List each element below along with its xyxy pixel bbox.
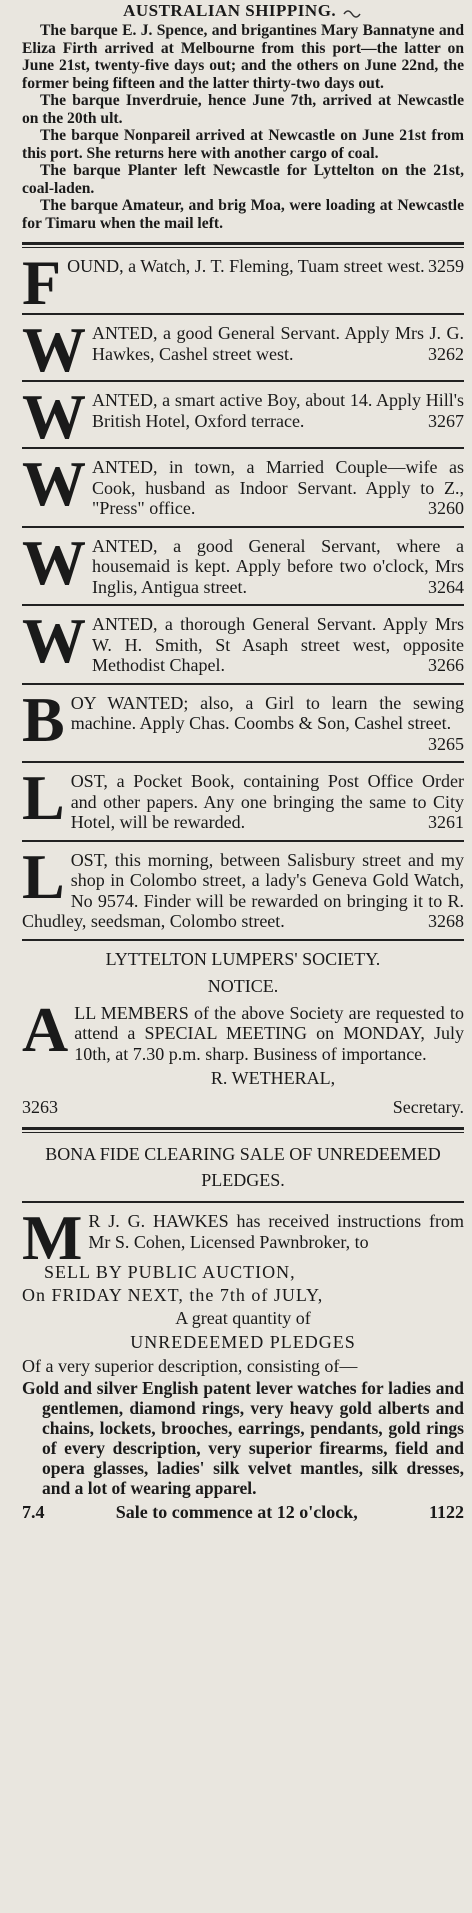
ad-text: OST, this morning, between Salisbury street and my shop in Colombo street, a lady's Geneva Gold Watch, No 9574. Finder will be rewarded on bringing it to R. Chudley, seedsman, Colombo street. [22,849,464,931]
notice-heading: NOTICE. [207,975,279,996]
drop-cap: F [22,247,62,318]
ad-number: 1122 [428,1502,464,1522]
drop-cap: W [22,448,86,519]
sale-title: BONA FIDE CLEARING SALE OF UNREDEEMED PLEDGES. [45,1144,441,1190]
sale-date: On FRIDAY NEXT, the 7th of JULY, [22,1285,324,1305]
drop-cap: W [22,381,86,452]
society-title: LYTTELTON LUMPERS' SOCIETY. [105,948,381,969]
news-paragraph: The barque Nonpareil arrived at Newcastle on June 21st from this port. She returns here with another cargo of coal. [22,127,464,162]
ad-number: 3262 [428,343,464,364]
drop-cap: B [22,683,65,755]
section-title [22,0,464,22]
printer-ornament-icon [341,5,363,19]
ad-divider [22,447,464,449]
section-divider [22,1127,464,1133]
news-paragraph: The barque Inverdruie, hence June 7th, arrived at Newcastle on the 20th ult. [22,92,464,127]
classified-ad [22,314,464,385]
classified-ad [22,762,464,833]
sale-headline: SELL BY PUBLIC AUCTION, [44,1262,296,1282]
ad-text: ANTED, a good General Servant, where a housemaid is kept. Apply before two o'clock, Mrs Inglis, Antigua street. [92,535,464,597]
classified-ad [22,448,464,519]
ad-number: 3261 [428,812,464,832]
ad-text: ANTED, a smart active Boy, about 14. Apply Hill's British Hotel, Oxford terrace. [92,390,464,431]
ad-divider [22,761,464,763]
classified-ad [22,605,464,676]
classified-ad [22,840,464,932]
ad-divider [22,313,464,315]
drop-cap: L [22,840,65,912]
ad-text: ANTED, a good General Servant. Apply Mrs J. G. Hawkes, Cashel street west. [92,323,464,364]
ad-divider [22,840,464,842]
drop-cap: M [22,1202,83,1273]
ad-text: ANTED, a thorough General Servant. Apply Mrs W. H. Smith, St Asaph street west, opposite Methodist Chapel. [92,614,464,675]
ad-number: 3267 [428,410,464,431]
ad-number: 3266 [428,655,464,675]
drop-cap: A [22,993,69,1065]
news-paragraph: The barque Planter left Newcastle for Lyttelton on the 21st, coal-laden. [22,162,464,197]
ad-number: 3265 [428,733,464,754]
society-body [22,993,464,1118]
footer-code: 7.4 [22,1502,45,1522]
classified-ad [22,381,464,452]
ad-text: OST, a Pocket Book, containing Post Office Order and other papers. Any one bringing the same to City Hotel, will be rewarded. [70,771,464,832]
society-text: LL MEMBERS of the above Society are requested to attend a SPECIAL MEETING on MONDAY, July 10th, at 7.30 p.m. sharp. Business of importance. [74,1002,464,1064]
ad-number: 3259 [428,256,464,276]
ad-text: OUND, a Watch, J. T. Fleming, Tuam street west. [67,256,425,276]
signer-role: Secretary. [392,1096,464,1117]
ad-divider [22,526,464,528]
section-divider [22,242,464,248]
ad-divider [22,683,464,685]
drop-cap: W [22,605,86,676]
classified-ad [22,247,464,318]
ad-divider [22,939,464,941]
drop-cap: W [22,526,86,598]
ad-divider [22,604,464,606]
classified-ad [22,683,464,755]
ad-divider [22,380,464,382]
society-footer [22,1097,464,1118]
drop-cap: L [22,762,65,833]
sale-quantity: A great quantity of [175,1308,311,1328]
sale-time: Sale to commence at 12 o'clock, [115,1502,358,1522]
news-paragraph: The barque E. J. Spence, and brigantines Mary Bannatyne and Eliza Firth arrived at Melbourne from this port—the latter on June 21st, twenty-five days out; and the others on June 22nd, the former being fifteen and the latter thirty-two days out. [22,22,464,92]
classified-ad [22,526,464,598]
ad-number: 3264 [428,576,464,597]
sale-subject: UNREDEEMED PLEDGES [130,1332,356,1352]
ad-number: 3263 [22,1096,58,1117]
section-title-text: AUSTRALIAN SHIPPING. [123,1,337,20]
ad-number: 3268 [428,911,464,931]
signer: R. WETHERAL, [210,1068,336,1088]
sale-intro: R J. G. HAWKES has received instructions from Mr S. Cohen, Licensed Pawnbroker, to [88,1211,464,1252]
ad-text: OY WANTED; also, a Girl to learn the sewing machine. Apply Chas. Coombs & Son, Cashel street. [70,692,464,733]
news-paragraph: The barque Amateur, and brig Moa, were loading at Newcastle for Timaru when the mail left. [22,197,464,232]
sale-items [22,1378,464,1498]
ad-divider [22,1201,464,1203]
sale-items-text: Gold and silver English patent lever watches for ladies and gentlemen, diamond rings, very heavy gold alberts and chains, lockets, brooches, earrings, pendants, gold rings of every description, very superior firearms, field and opera glasses, ladies' silk velvet mantles, silk dresses, and a lot of wearing apparel. [22,1378,464,1498]
ad-number: 3260 [428,498,464,518]
sale-description: Of a very superior description, consisting of— [22,1356,358,1376]
ad-text: ANTED, in town, a Married Couple—wife as Cook, husband as Indoor Servant. Apply to Z., "Press" office. [92,457,464,518]
society-notice [22,949,464,997]
shipping-news [22,22,464,232]
sale-footer [22,1502,464,1523]
drop-cap: W [22,314,86,385]
